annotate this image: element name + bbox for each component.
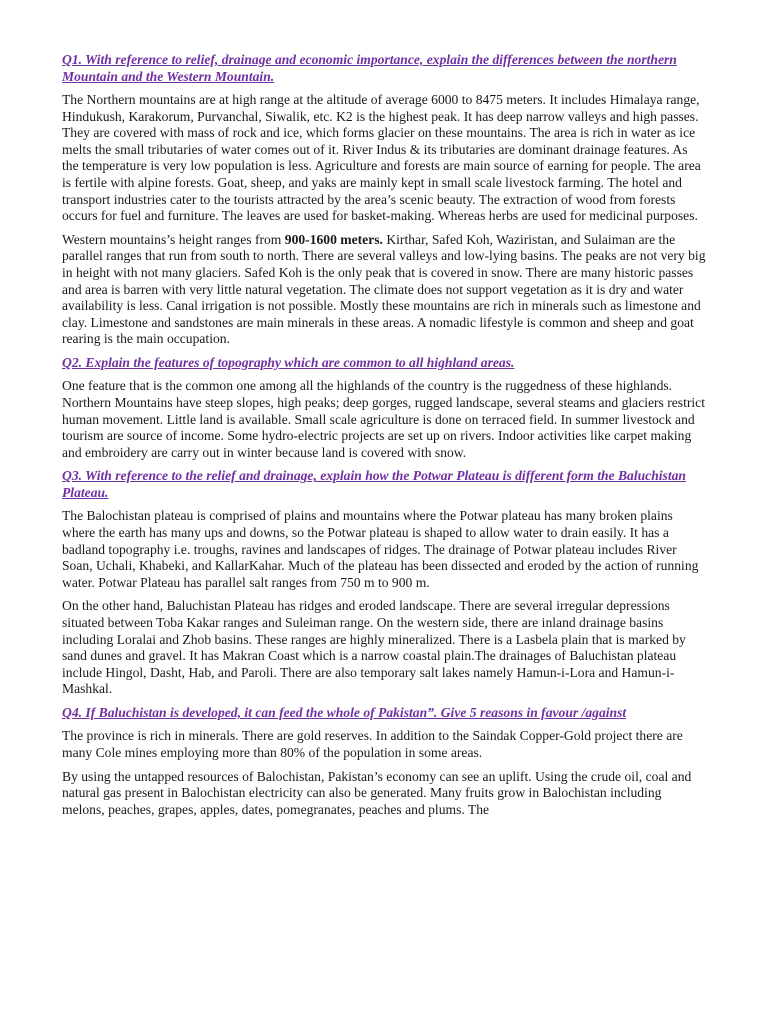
q4-minerals-paragraph: The province is rich in minerals. There are gold reserves. In addition to the Saindak Copper-Gold project there are many Cole mines employing more than 80% of the population in some areas. [62, 728, 683, 760]
q3-baluchistan-paragraph: On the other hand, Baluchistan Plateau has ridges and eroded landscape. There are several irregular depressions situated between Toba Kakar ranges and Suleiman range. On the western side, there are inland drainage basins including Loralai and Zhob basins. These ranges are highly mineralized. There is a Lasbela plain that is marked by sand dunes and gravel. It has Makran Coast which is a narrow coastal plain.The drainages of Baluchistan plateau include Hingol, Dasht, Hab, and Paroli. There are also temporary salt lakes namely Hamun-i-Lora and Hamun-i- Mashkal. [62, 598, 686, 697]
western-height-bold: 900-1600 meters. [284, 231, 383, 247]
q1-northern-paragraph: The Northern mountains are at high range at the altitude of average 6000 to 8475 meters. It includes Himalaya range, Hindukush, Karakorum, Purvanchal, Siwalik, etc. K2 is the highest peak. It has deep narrow valleys and high passes. They are covered with mass of rock and ice, which forms glacier on these mountains. The area is rich in water as ice melts the small tributaries of water comes out of it. River Indus & its tributaries are dominant drainage features. As the temperature is very low population is less. Agriculture and forests are main source of earning for people. The area is fertile with alpine forests. Goat, sheep, and yaks are mainly kept in small scale livestock farming. The hotel and transport industries cater to the tourists attracted by the area’s scenic beauty. The extraction of wood from forests occurs for fuel and furniture. The leaves are used for basket-making. Whereas herbs are used for medicinal purposes. [62, 92, 701, 224]
question-1-heading: Q1. With reference to relief, drainage and economic importance, explain the differences between the northern Mountain and the Western Mountain. [62, 52, 677, 84]
document-page [62, 52, 706, 825]
q3-potwar-paragraph: The Balochistan plateau is comprised of plains and mountains where the Potwar plateau has many broken plains where the earth has many ups and downs, so the Potwar plateau is shaped to allow water to drain easily. It has a badland topography i.e. troughs, ravines and landscapes of ridges. The drainage of Potwar plateau includes River Soan, Uchali, Khabeki, and KallarKahar. Much of the plateau has been dissected and eroded by the action of running water. Potwar Plateau has parallel salt ranges from 750 m to 900 m. [62, 508, 699, 590]
q4-resources-paragraph: By using the untapped resources of Balochistan, Pakistan’s economy can see an uplift. Using the crude oil, coal and natural gas present in Balochistan electricity can also be generated. Many fruits grow in Balochistan including melons, peaches, grapes, apples, dates, pomegranates, peaches and plums. The [62, 768, 692, 817]
question-4-heading: Q4. If Baluchistan is developed, it can feed the whole of Pakistan”. Give 5 reasons in favour /against [62, 704, 627, 720]
question-3-heading: Q3. With reference to the relief and drainage, explain how the Potwar Plateau is different form the Baluchistan Plateau. [62, 468, 686, 500]
q1-western-paragraph [62, 232, 706, 348]
western-text-rest: Kirthar, Safed Koh, Waziristan, and Sulaiman are the parallel ranges that run from south to north. There are several valleys and low-lying basins. The peaks are not very big in height with not many glaciers. Safed Koh is the only peak that is covered in snow. There are many historic passes and area is barren with very little natural vegetation. The climate does not support vegetation as it is dry and water availability is less. Canal irrigation is not possible. Mostly these mountains are rich in minerals such as limestone and clay. Limestone and sandstones are main minerals in these areas. A nomadic lifestyle is common and sheep and goat rearing is the main occupation. [62, 231, 706, 347]
western-text-start: Western mountains’s height ranges from [62, 231, 285, 247]
question-2-heading: Q2. Explain the features of topography which are common to all highland areas. [62, 354, 515, 370]
q2-paragraph: One feature that is the common one among all the highlands of the country is the ruggedness of these highlands. Northern Mountains have steep slopes, high peaks; deep gorges, rugged landscape, several steams and glaciers restrict human movement. Little land is available. Small scale agriculture is done on terraced field. In summer livestock and tourism are source of income. Some hydro-electric projects are set up on rivers. Indoor activities like carpet making and embroidery are carry out in winter because land is covered with snow. [62, 378, 705, 460]
